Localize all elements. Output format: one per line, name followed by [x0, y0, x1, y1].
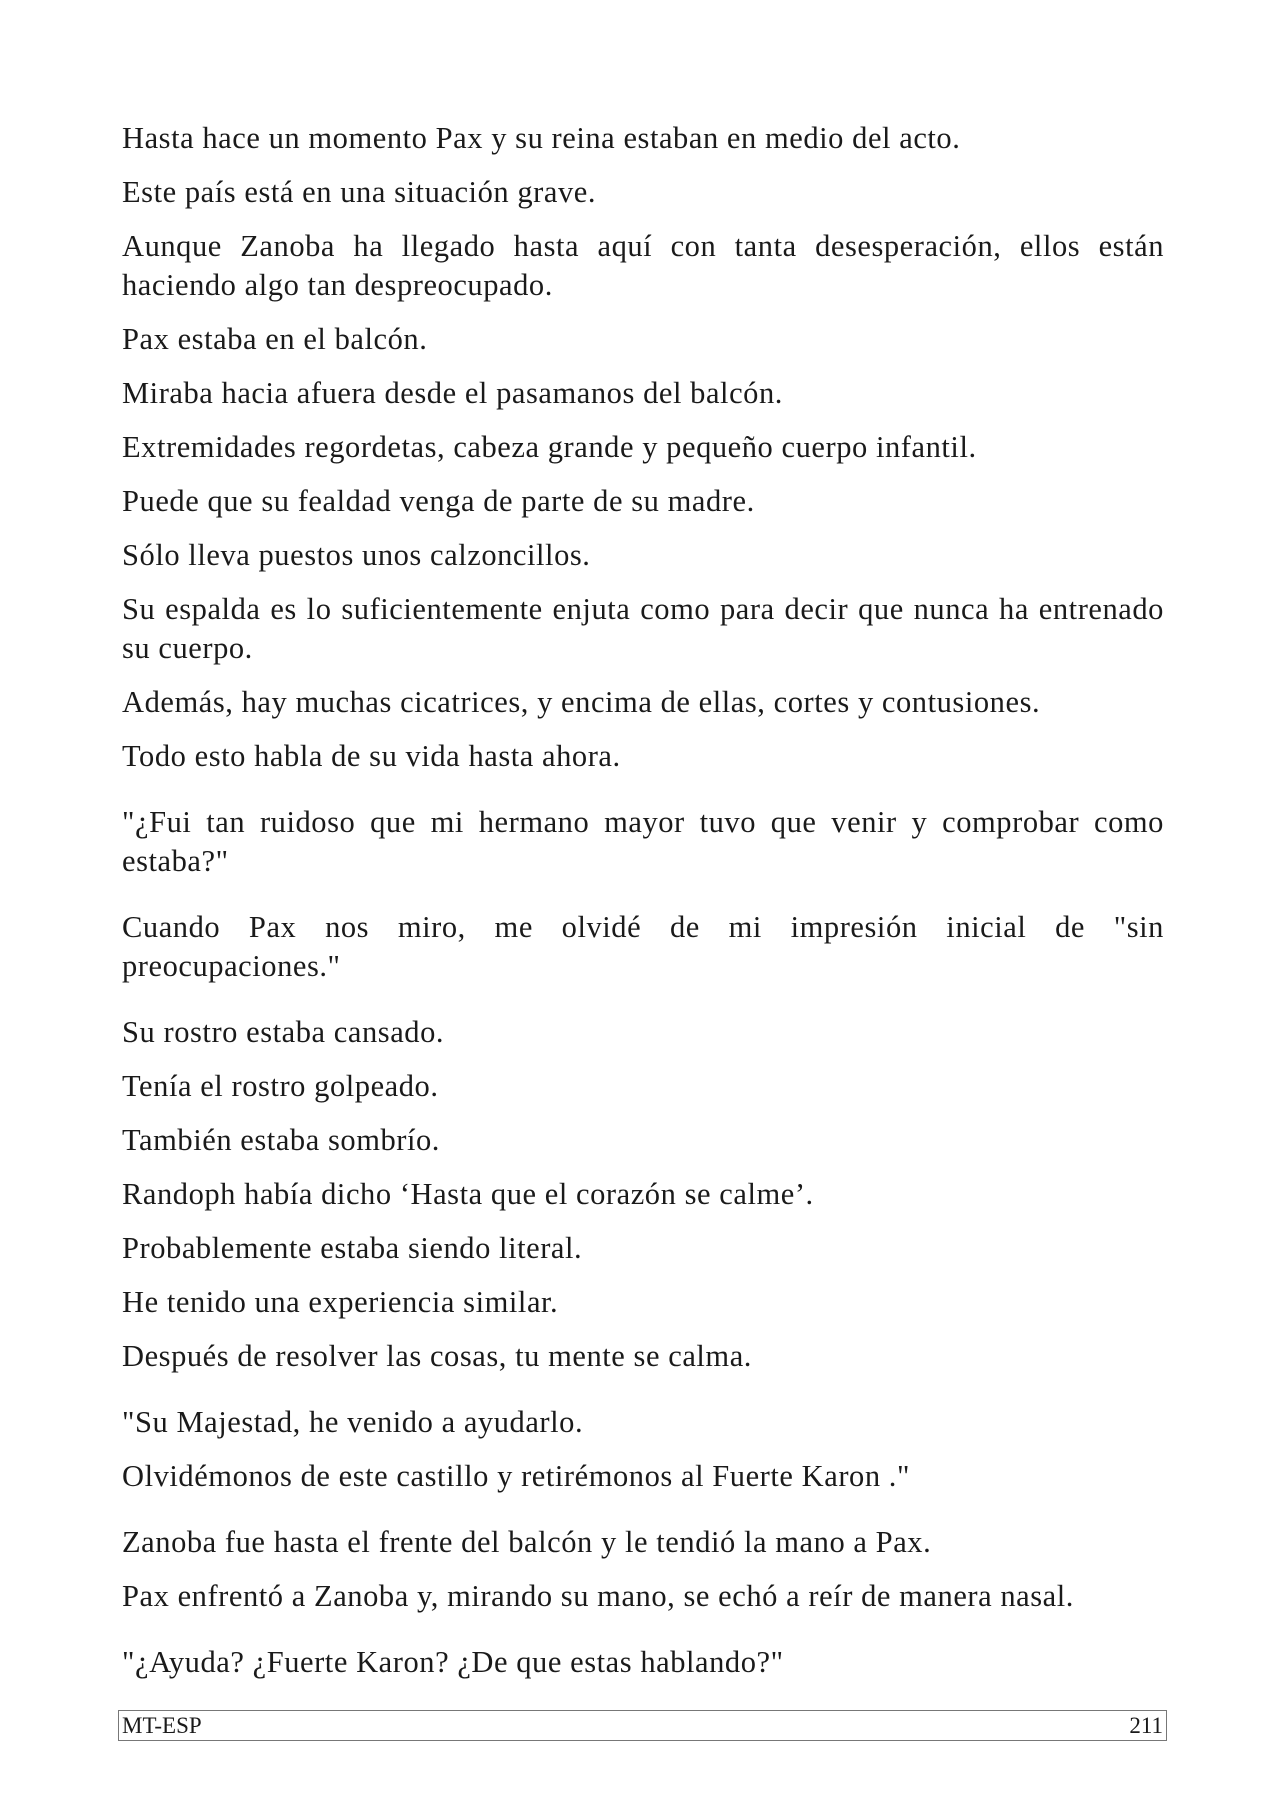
paragraph: Pax enfrentó a Zanoba y, mirando su mano, se echó a reír de manera nasal.: [122, 1579, 1074, 1613]
paragraph: Aunque Zanoba ha llegado hasta aquí con tanta desesperación, ellos están haciendo algo tan despreocupado.: [122, 229, 1164, 302]
page-body: [122, 119, 1164, 1697]
paragraph: Puede que su fealdad venga de parte de su madre.: [122, 484, 755, 518]
dialogue-paragraph: "¿Ayuda? ¿Fuerte Karon? ¿De que estas hablando?": [122, 1645, 784, 1679]
paragraph: Probablemente estaba siendo literal.: [122, 1231, 583, 1265]
paragraph: Además, hay muchas cicatrices, y encima de ellas, cortes y contusiones.: [122, 685, 1041, 719]
dialogue-paragraph: Olvidémonos de este castillo y retirémonos al Fuerte Karon .": [122, 1459, 910, 1493]
page-footer: [118, 1710, 1167, 1741]
paragraph: Sólo lleva puestos unos calzoncillos.: [122, 538, 591, 572]
paragraph: Cuando Pax nos miro, me olvidé de mi impresión inicial de "sin preocupaciones.": [122, 910, 1164, 983]
paragraph: Zanoba fue hasta el frente del balcón y le tendió la mano a Pax.: [122, 1525, 932, 1559]
dialogue-paragraph: "Su Majestad, he venido a ayudarlo.: [122, 1405, 584, 1439]
paragraph: Hasta hace un momento Pax y su reina estaban en medio del acto.: [122, 121, 961, 155]
paragraph: Este país está en una situación grave.: [122, 175, 597, 209]
dialogue-paragraph: "¿Fui tan ruidoso que mi hermano mayor tuvo que venir y comprobar como estaba?": [122, 805, 1164, 878]
paragraph: He tenido una experiencia similar.: [122, 1285, 559, 1319]
paragraph: Su espalda es lo suficientemente enjuta como para decir que nunca ha entrenado su cuerpo.: [122, 592, 1164, 665]
paragraph: Su rostro estaba cansado.: [122, 1015, 445, 1049]
paragraph: Pax estaba en el balcón.: [122, 322, 428, 356]
paragraph: Miraba hacia afuera desde el pasamanos del balcón.: [122, 376, 783, 410]
paragraph: Tenía el rostro golpeado.: [122, 1069, 439, 1103]
page-number: 211: [1129, 1712, 1163, 1738]
paragraph: Después de resolver las cosas, tu mente se calma.: [122, 1339, 752, 1373]
paragraph: Todo esto habla de su vida hasta ahora.: [122, 739, 621, 773]
footer-source-label: MT-ESP: [122, 1712, 202, 1738]
paragraph: También estaba sombrío.: [122, 1123, 440, 1157]
paragraph: Randoph había dicho ‘Hasta que el corazón se calme’.: [122, 1177, 814, 1211]
paragraph: Extremidades regordetas, cabeza grande y pequeño cuerpo infantil.: [122, 430, 977, 464]
